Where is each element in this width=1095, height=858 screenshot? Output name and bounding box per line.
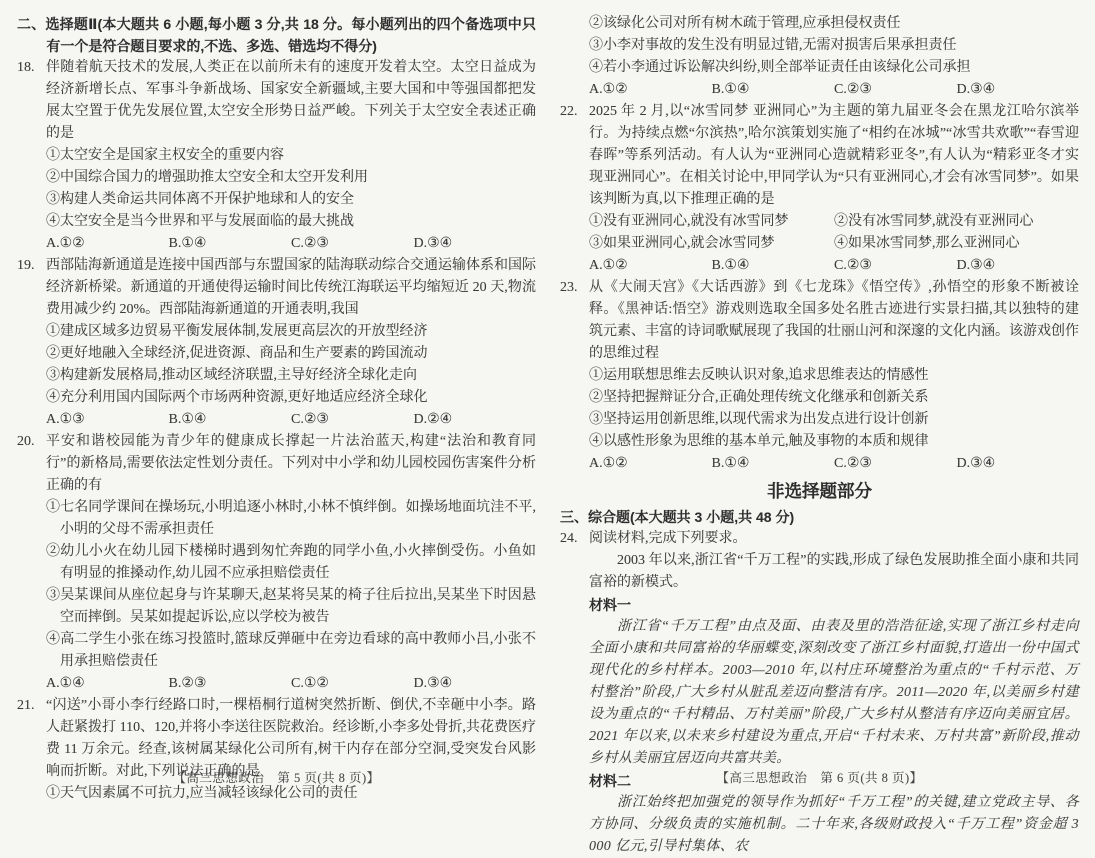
question-19-option-b: B.①④ bbox=[168, 412, 207, 427]
question-23-options-row bbox=[589, 453, 1079, 475]
exam-page-6 bbox=[560, 13, 1079, 854]
question-21-option-c: C.②③ bbox=[834, 82, 872, 97]
question-19-stem: 西部陆海新通道是连接中国西部与东盟国家的陆海联动综合交通运输体系和国际经济新桥梁。新通道的开通使得运输时间比传统江海联运平均缩短近 20 天,物流费用减少约 20%。西部陆海新通道的开通表明,我国 bbox=[46, 258, 536, 317]
question-18-choice-3: ③构建人类命运共同体离不开保护地球和人的安全 bbox=[46, 192, 354, 207]
question-18-option-d: D.③④ bbox=[413, 236, 453, 251]
question-22-choices bbox=[589, 211, 1079, 255]
question-22 bbox=[560, 101, 1079, 277]
question-22-option-a: A.①② bbox=[589, 258, 628, 273]
question-21-number: 21. bbox=[17, 698, 35, 713]
question-21-continued bbox=[560, 13, 1079, 101]
material-2-label: 材料二 bbox=[589, 773, 631, 789]
question-20-option-d: D.③④ bbox=[413, 676, 453, 691]
material-1-paragraph: 浙江省“千万工程”由点及面、由表及里的浩浩征途,实现了浙江乡村走向全面小康和共同富裕的华丽蝶变,深刻改变了浙江乡村面貌,打造出一份中国式现代化的乡村样本。2003—2010 年,以村庄环境整治为重点的“千村示范、万村整治”阶段,广大乡村从脏乱差迈向整洁有序。2011—2020 年,以美丽乡村建设为重点的“千村精品、万村美丽”阶段,广大乡村从整洁有序迈向美丽宜居。2021 年以来,以未来乡村建设为重点,开启“千村未来、万村共富”新阶段,推动乡村从美丽宜居迈向共富共美。 bbox=[589, 619, 1079, 766]
section3-header: 三、综合题(本大题共 3 小题,共 48 分) bbox=[560, 509, 795, 525]
question-21-options-row bbox=[589, 79, 1079, 101]
question-19-option-c: C.②③ bbox=[291, 412, 329, 427]
question-18-choice-2: ②中国综合国力的增强助推太空安全和太空开发利用 bbox=[46, 170, 368, 185]
question-20-options-row bbox=[46, 673, 536, 695]
question-18-option-c: C.②③ bbox=[291, 236, 329, 251]
question-22-number: 22. bbox=[560, 104, 578, 119]
section2-header: 二、选择题Ⅱ(本大题共 6 小题,每小题 3 分,共 18 分。每小题列出的四个备选项中只有一个是符合题目要求的,不选、多选、错选均不得分) bbox=[17, 16, 536, 54]
question-23-stem: 从《大闹天宫》《大话西游》到《七龙珠》《悟空传》,孙悟空的形象不断被诠释。《黑神话:悟空》游戏则选取全国多处名胜古迹进行实景扫描,其以独特的建筑元素、丰富的诗词歌赋展现了我国的壮丽山河和深邃的文化内涵。该游戏创作的思维过程 bbox=[589, 280, 1079, 361]
question-23-choice-1: ①运用联想思维去反映认识对象,追求思维表达的情感性 bbox=[589, 368, 929, 383]
question-20-choice-4: ④高二学生小张在练习投篮时,篮球反弹砸中在旁边看球的高中教师小吕,小张不用承担赔偿责任 bbox=[46, 632, 536, 669]
question-24 bbox=[560, 528, 1079, 858]
question-23 bbox=[560, 277, 1079, 475]
question-22-stem: 2025 年 2 月,以“冰雪同梦 亚洲同心”为主题的第九届亚冬会在黑龙江哈尔滨举行。为持续点燃“尔滨热”,哈尔滨策划实施了“相约在冰城”“冰雪共欢歌”“春雪迎春晖”等系列活动。有人认为“亚洲同心造就精彩亚冬”,有人认为“精彩亚冬才实现亚洲同心”。在相关讨论中,甲同学认为“只有亚洲同心,才会有冰雪同梦”。如果该判断为真,以下推理正确的是 bbox=[589, 104, 1079, 207]
question-23-option-d: D.③④ bbox=[956, 456, 996, 471]
page-5-footer: 【高三思想政治 第 5 页(共 8 页)】 bbox=[173, 771, 380, 785]
question-18-choice-4: ④太空安全是当今世界和平与发展面临的最大挑战 bbox=[46, 214, 354, 229]
question-21-stem: “闪送”小哥小李行经路口时,一棵梧桐行道树突然折断、倒伏,不幸砸中小李。路人赶紧拨打 110、120,并将小李送往医院救治。经诊断,小李多处骨折,共花费医疗费 11 万余元。经查,该树属某绿化公司所有,树干内存在部分空洞,受突发台风影响而折断。对此,下列说法正确的是 bbox=[46, 698, 536, 779]
question-20-choice-2: ②幼儿小火在幼儿园下楼梯时遇到匆忙奔跑的同学小鱼,小火摔倒受伤。小鱼如有明显的推搡动作,幼儿园不应承担赔偿责任 bbox=[46, 544, 536, 581]
question-22-option-d: D.③④ bbox=[956, 258, 996, 273]
exam-page-5 bbox=[17, 13, 536, 801]
question-20-choice-1: ①七名同学课间在操场玩,小明追逐小林时,小林不慎绊倒。如操场地面坑洼不平,小明的父母不需承担责任 bbox=[46, 500, 536, 537]
question-18-option-b: B.①④ bbox=[168, 236, 207, 251]
question-22-choice-4: ④如果冰雪同梦,那么亚洲同心 bbox=[834, 236, 1020, 251]
question-22-options-row bbox=[589, 255, 1079, 277]
question-21-choice-1: ①天气因素属不可抗力,应当减轻该绿化公司的责任 bbox=[46, 786, 358, 801]
page-6-footer: 【高三思想政治 第 6 页(共 8 页)】 bbox=[716, 771, 923, 785]
question-22-choice-1: ①没有亚洲同心,就没有冰雪同梦 bbox=[589, 214, 789, 229]
nonchoice-section-heading: 非选择题部分 bbox=[767, 481, 872, 501]
question-20-option-b: B.②③ bbox=[168, 676, 207, 691]
question-18-stem: 伴随着航天技术的发展,人类正在以前所未有的速度开发着太空。太空日益成为经济新增长点、军事斗争新战场、国家安全新疆域,主要大国和中等强国都把发展太空置于优先发展位置,太空安全形势日益严峻。下列关于太空安全表述正确的是 bbox=[46, 60, 536, 141]
question-23-option-c: C.②③ bbox=[834, 456, 872, 471]
question-19-choice-3: ③构建新发展格局,推动区域经济联盟,主导好经济全球化走向 bbox=[46, 368, 417, 383]
question-24-intro-paragraph: 2003 年以来,浙江省“千万工程”的实践,形成了绿色发展助推全面小康和共同富裕的新模式。 bbox=[589, 553, 1079, 590]
question-22-option-c: C.②③ bbox=[834, 258, 872, 273]
question-18-options-row bbox=[46, 233, 536, 255]
question-23-number: 23. bbox=[560, 280, 578, 295]
question-18 bbox=[17, 57, 536, 255]
question-20 bbox=[17, 431, 536, 695]
question-23-option-a: A.①② bbox=[589, 456, 628, 471]
question-23-choice-4: ④以感性形象为思维的基本单元,触及事物的本质和规律 bbox=[589, 434, 929, 449]
question-21-choice-4: ④若小李通过诉讼解决纠纷,则全部举证责任由该绿化公司承担 bbox=[589, 60, 971, 75]
material-2-paragraph: 浙江始终把加强党的领导作为抓好“千万工程”的关键,建立党政主导、各方协同、分级负责的实施机制。二十年来,各级财政投入“千万工程”资金超 3 000 亿元,引导村集体、农 bbox=[589, 795, 1079, 854]
question-20-number: 20. bbox=[17, 434, 35, 449]
question-22-choice-3: ③如果亚洲同心,就会冰雪同梦 bbox=[589, 236, 775, 251]
question-23-choice-2: ②坚持把握辩证分合,正确处理传统文化继承和创新关系 bbox=[589, 390, 929, 405]
question-19-choice-4: ④充分利用国内国际两个市场两种资源,更好地适应经济全球化 bbox=[46, 390, 428, 405]
question-18-choice-1: ①太空安全是国家主权安全的重要内容 bbox=[46, 148, 284, 163]
question-22-option-b: B.①④ bbox=[711, 258, 750, 273]
question-19-option-a: A.①③ bbox=[46, 412, 85, 427]
question-19-choice-1: ①建成区域多边贸易平衡发展体制,发展更高层次的开放型经济 bbox=[46, 324, 428, 339]
question-20-option-a: A.①④ bbox=[46, 676, 85, 691]
question-21-choice-3: ③小李对事故的发生没有明显过错,无需对损害后果承担责任 bbox=[589, 38, 957, 53]
question-20-stem: 平安和谐校园能为青少年的健康成长撑起一片法治蓝天,构建“法治和教育同行”的新格局,需要依法定性划分责任。下列对中小学和幼儿园校园伤害案件分析正确的有 bbox=[46, 434, 536, 493]
question-22-choice-2: ②没有冰雪同梦,就没有亚洲同心 bbox=[834, 214, 1034, 229]
question-24-number: 24. bbox=[560, 531, 578, 546]
question-18-option-a: A.①② bbox=[46, 236, 85, 251]
question-24-lead: 阅读材料,完成下列要求。 bbox=[589, 531, 747, 546]
material-1-label: 材料一 bbox=[589, 597, 631, 613]
question-21-choice-2: ②该绿化公司对所有树木疏于管理,应承担侵权责任 bbox=[589, 16, 901, 31]
question-19-number: 19. bbox=[17, 258, 35, 273]
question-19-option-d: D.②④ bbox=[413, 412, 453, 427]
question-18-number: 18. bbox=[17, 60, 35, 75]
question-23-option-b: B.①④ bbox=[711, 456, 750, 471]
question-20-option-c: C.①② bbox=[291, 676, 329, 691]
question-20-choice-3: ③吴某课间从座位起身与许某聊天,赵某将吴某的椅子往后拉出,吴某坐下时因悬空而摔倒。吴某如提起诉讼,应以学校为被告 bbox=[46, 588, 536, 625]
question-21-option-d: D.③④ bbox=[956, 82, 996, 97]
question-19 bbox=[17, 255, 536, 431]
question-21-option-a: A.①② bbox=[589, 82, 628, 97]
question-21-option-b: B.①④ bbox=[711, 82, 750, 97]
question-23-choice-3: ③坚持运用创新思维,以现代需求为出发点进行设计创新 bbox=[589, 412, 929, 427]
question-19-options-row bbox=[46, 409, 536, 431]
question-19-choice-2: ②更好地融入全球经济,促进资源、商品和生产要素的跨国流动 bbox=[46, 346, 428, 361]
